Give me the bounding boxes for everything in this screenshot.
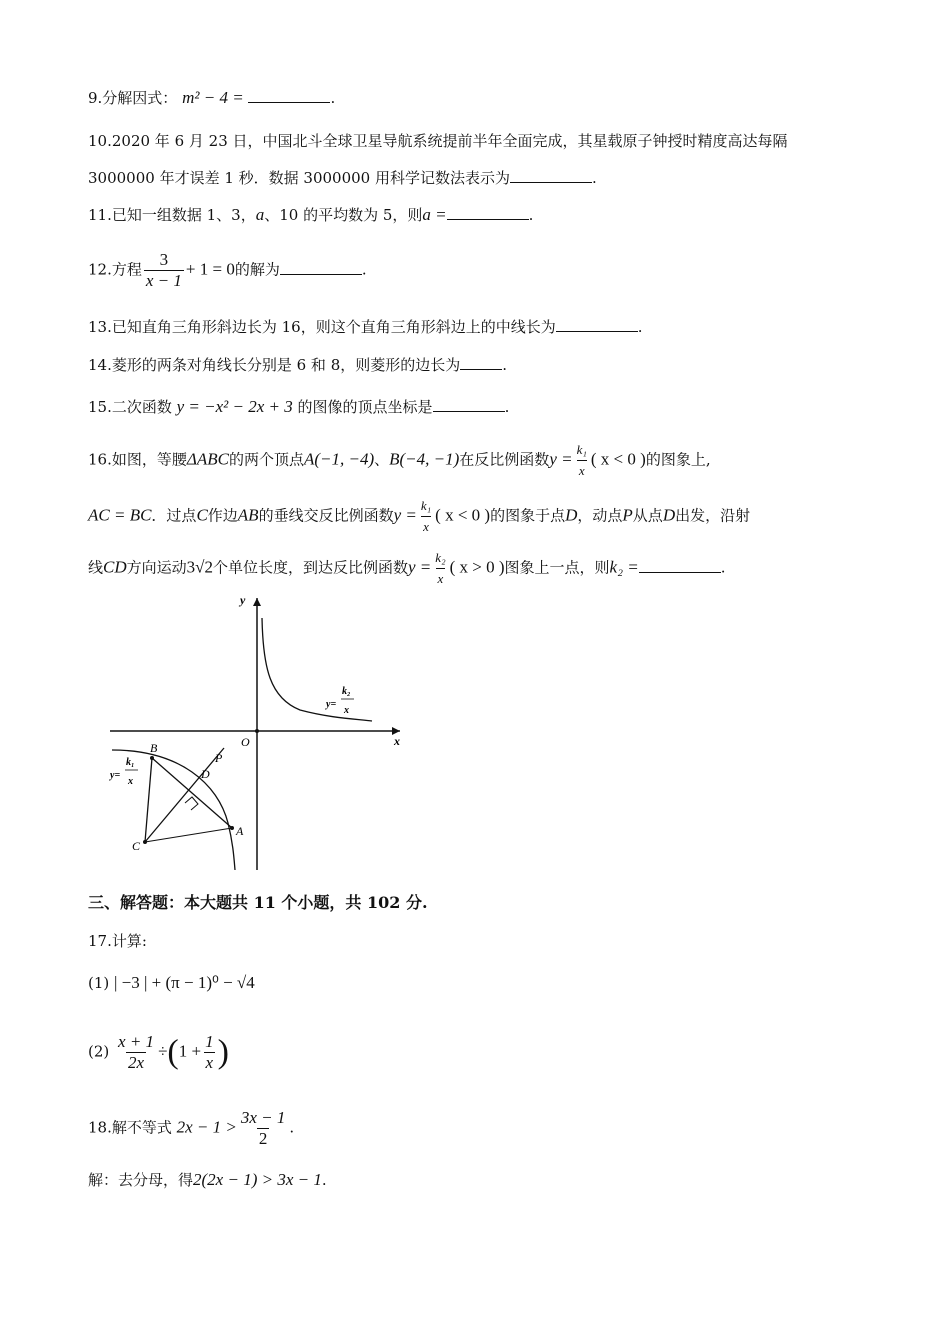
q16-text: 的图象于点 — [490, 506, 566, 525]
q12-fraction — [144, 250, 184, 291]
triangle-label: ΔABC — [186, 449, 229, 469]
label-b: B — [150, 741, 158, 755]
section-3-heading: 三、解答题：本大题共 11 个小题，共 102 分. — [88, 893, 428, 912]
point-a-dot — [230, 826, 234, 830]
question-18 — [88, 1108, 294, 1149]
answer-blank[interactable] — [510, 168, 592, 183]
q18-num: 3x − 1 — [240, 1108, 286, 1127]
condition: ( x < 0 ) — [435, 505, 491, 525]
q11-prefix: 11.已知一组数据 1、3， — [88, 206, 256, 224]
segment-ca — [145, 828, 232, 842]
q13-text: 13.已知直角三角形斜边长为 16，则这个直角三角形斜边上的中线长为 — [88, 318, 556, 336]
question-13 — [88, 317, 643, 337]
q18-suffix: . — [289, 1118, 295, 1137]
question-10-line1: 10.2020 年 6 月 23 日，中国北斗全球卫星导航系统提前半年全面完成，其星载原子钟授时精度高达每隔 — [88, 132, 788, 150]
q12-den: x − 1 — [145, 271, 182, 290]
k2: k₂ — [435, 550, 446, 565]
answer-blank[interactable] — [248, 88, 330, 103]
p2-num: x + 1 — [118, 1032, 155, 1051]
segment-ba — [152, 758, 232, 828]
q16-text: 出发，沿射 — [675, 506, 751, 525]
q18-prefix: 18.解不等式 — [88, 1118, 172, 1137]
q16-text: 从点 — [632, 506, 663, 525]
curve-k2-num: k₂ — [342, 686, 351, 697]
point-d: D — [662, 505, 676, 525]
q16-text: 作边 — [207, 506, 238, 525]
q15-prefix: 15.二次函数 — [88, 398, 172, 416]
curve-k2-den: x — [344, 705, 349, 716]
question-17-part2 — [88, 1032, 229, 1073]
label-a: A — [236, 824, 244, 838]
function-graph-figure — [100, 588, 420, 878]
q13-suffix: . — [637, 318, 643, 336]
curve-k1 — [112, 750, 235, 870]
q15-mid: 的图像的顶点坐标是 — [297, 398, 433, 416]
p2-d2: x — [205, 1053, 214, 1072]
q16-text: 16.如图，等腰 — [88, 450, 187, 469]
solution-line — [88, 1170, 327, 1190]
y-eq: y = — [549, 449, 573, 469]
y-axis-label: y — [240, 593, 246, 607]
condition: ( x > 0 ) — [449, 557, 505, 577]
one-over-x — [203, 1032, 216, 1073]
solution-suffix: . — [321, 1171, 327, 1189]
q16-suffix: . — [720, 558, 726, 577]
label-c: C — [132, 839, 141, 853]
x: x — [436, 568, 446, 589]
curve-k2-label-y: y= — [326, 699, 337, 710]
q9-math: m² − 4 = — [182, 88, 244, 107]
paren-open: ( — [167, 1033, 179, 1071]
q16-text: 的图象上, — [645, 450, 711, 469]
q11-var: a — [255, 205, 265, 224]
answer-blank[interactable] — [433, 397, 505, 412]
segment-bc — [145, 758, 152, 842]
q16-text: 个单位长度，到达反比例函数 — [213, 558, 409, 577]
q12-rest: + 1 = 0 — [185, 259, 235, 279]
q15-suffix: . — [504, 398, 510, 416]
q18-den: 2 — [258, 1129, 268, 1148]
q16-text: ，动点 — [577, 506, 623, 525]
q10-suffix: . — [592, 169, 597, 187]
x: x — [577, 460, 587, 481]
point-c: C — [196, 505, 208, 525]
answer-blank[interactable] — [447, 205, 529, 220]
one-plus: 1 + — [178, 1041, 202, 1061]
k2-fraction — [433, 548, 447, 589]
segment-ab: AB — [237, 505, 259, 525]
origin-point — [255, 729, 259, 733]
answer-blank[interactable] — [639, 558, 721, 573]
q16-text: 方向运动 — [126, 558, 187, 577]
answer-blank[interactable] — [556, 317, 638, 332]
k2-eq: k₂ = — [609, 557, 639, 577]
q12-suffix: . — [361, 260, 367, 279]
curve-k1-label-y: y= — [110, 770, 121, 781]
p2-den: 2x — [128, 1053, 145, 1072]
q12-mid: 的解为 — [234, 260, 280, 279]
answer-blank[interactable] — [460, 355, 502, 370]
q11-mid: 、10 的平均数为 5，则 — [264, 206, 423, 224]
solution-math: 2(2x − 1) > 3x − 1 — [193, 1170, 322, 1189]
question-15 — [88, 397, 509, 417]
origin-label: O — [241, 735, 250, 749]
curve-k1-num: k₁ — [126, 757, 135, 768]
x-axis-label: x — [394, 734, 400, 748]
question-17-title: 17.计算: — [88, 932, 147, 950]
label-d: D — [201, 767, 210, 781]
curve-k1-den: x — [128, 776, 133, 787]
x: x — [421, 516, 431, 537]
q14-text: 14.菱形的两条对角线长分别是 6 和 8，则菱形的边长为 — [88, 356, 461, 374]
q12-num: 3 — [159, 250, 169, 269]
q16-text: 在反比例函数 — [459, 450, 550, 469]
distance: 3√2 — [186, 557, 213, 577]
point-a-coord: A(−1, −4) — [303, 449, 375, 469]
k1: k₁ — [420, 498, 432, 513]
question-9 — [88, 88, 335, 108]
k1-fraction — [575, 440, 589, 481]
divide-sign: ÷ — [158, 1041, 168, 1061]
curve-k2 — [262, 618, 372, 721]
question-16-line1 — [88, 440, 711, 481]
part-1-label: (1) — [88, 974, 110, 992]
q11-suffix: . — [528, 206, 534, 224]
q16-text: ．过点 — [151, 506, 197, 525]
point-d: D — [565, 505, 578, 525]
q16-text: 的两个顶点 — [228, 450, 304, 469]
q11-var2: a = — [422, 205, 447, 224]
q16-text: 的垂线交反比例函数 — [258, 506, 394, 525]
part-2-fraction — [116, 1032, 156, 1073]
point-c-dot — [143, 840, 147, 844]
q18-fraction — [239, 1108, 288, 1149]
q16-text: 、 — [374, 450, 390, 469]
y-eq: y = — [408, 557, 432, 577]
y-eq: y = — [393, 505, 417, 525]
question-11 — [88, 205, 533, 225]
q16-text: 图象上一点，则 — [504, 558, 610, 577]
q12-prefix: 12.方程 — [88, 260, 142, 279]
point-b-dot — [150, 756, 154, 760]
k1-fraction — [419, 496, 433, 537]
ac-eq-bc: AC = BC — [88, 505, 152, 525]
solution-prefix: 解：去分母，得 — [88, 1171, 194, 1189]
ray-cd: CD — [103, 557, 127, 577]
q16-text: 线 — [88, 558, 104, 577]
question-14 — [88, 355, 507, 375]
q15-math: y = −x² − 2x + 3 — [176, 397, 293, 416]
question-16-line2 — [88, 496, 750, 537]
part-2-label: (2) — [88, 1042, 110, 1061]
paren-close: ) — [217, 1033, 229, 1071]
part-1-math: | −3 | + (π − 1)⁰ − √4 — [114, 973, 255, 992]
label-p: P — [215, 751, 223, 765]
q14-suffix: . — [502, 356, 508, 374]
point-b-coord: B(−4, −1) — [389, 449, 460, 469]
right-angle-mark — [185, 797, 198, 810]
q10-text: 3000000 年才误差 1 秒．数据 3000000 用科学记数法表示为 — [88, 169, 510, 187]
q18-lhs: 2x − 1 > — [176, 1117, 237, 1137]
point-p: P — [622, 505, 633, 525]
q9-suffix: . — [330, 89, 336, 107]
y-axis-arrow — [253, 598, 261, 606]
condition: ( x < 0 ) — [590, 449, 646, 469]
question-17-part1 — [88, 973, 255, 993]
question-10-line2 — [88, 168, 597, 188]
question-16-line3 — [88, 548, 726, 589]
p2-n2: 1 — [205, 1032, 214, 1051]
answer-blank[interactable] — [280, 260, 362, 275]
q9-prefix: 9.分解因式： — [88, 89, 178, 107]
k1: k₁ — [576, 442, 587, 457]
question-12 — [88, 250, 367, 291]
